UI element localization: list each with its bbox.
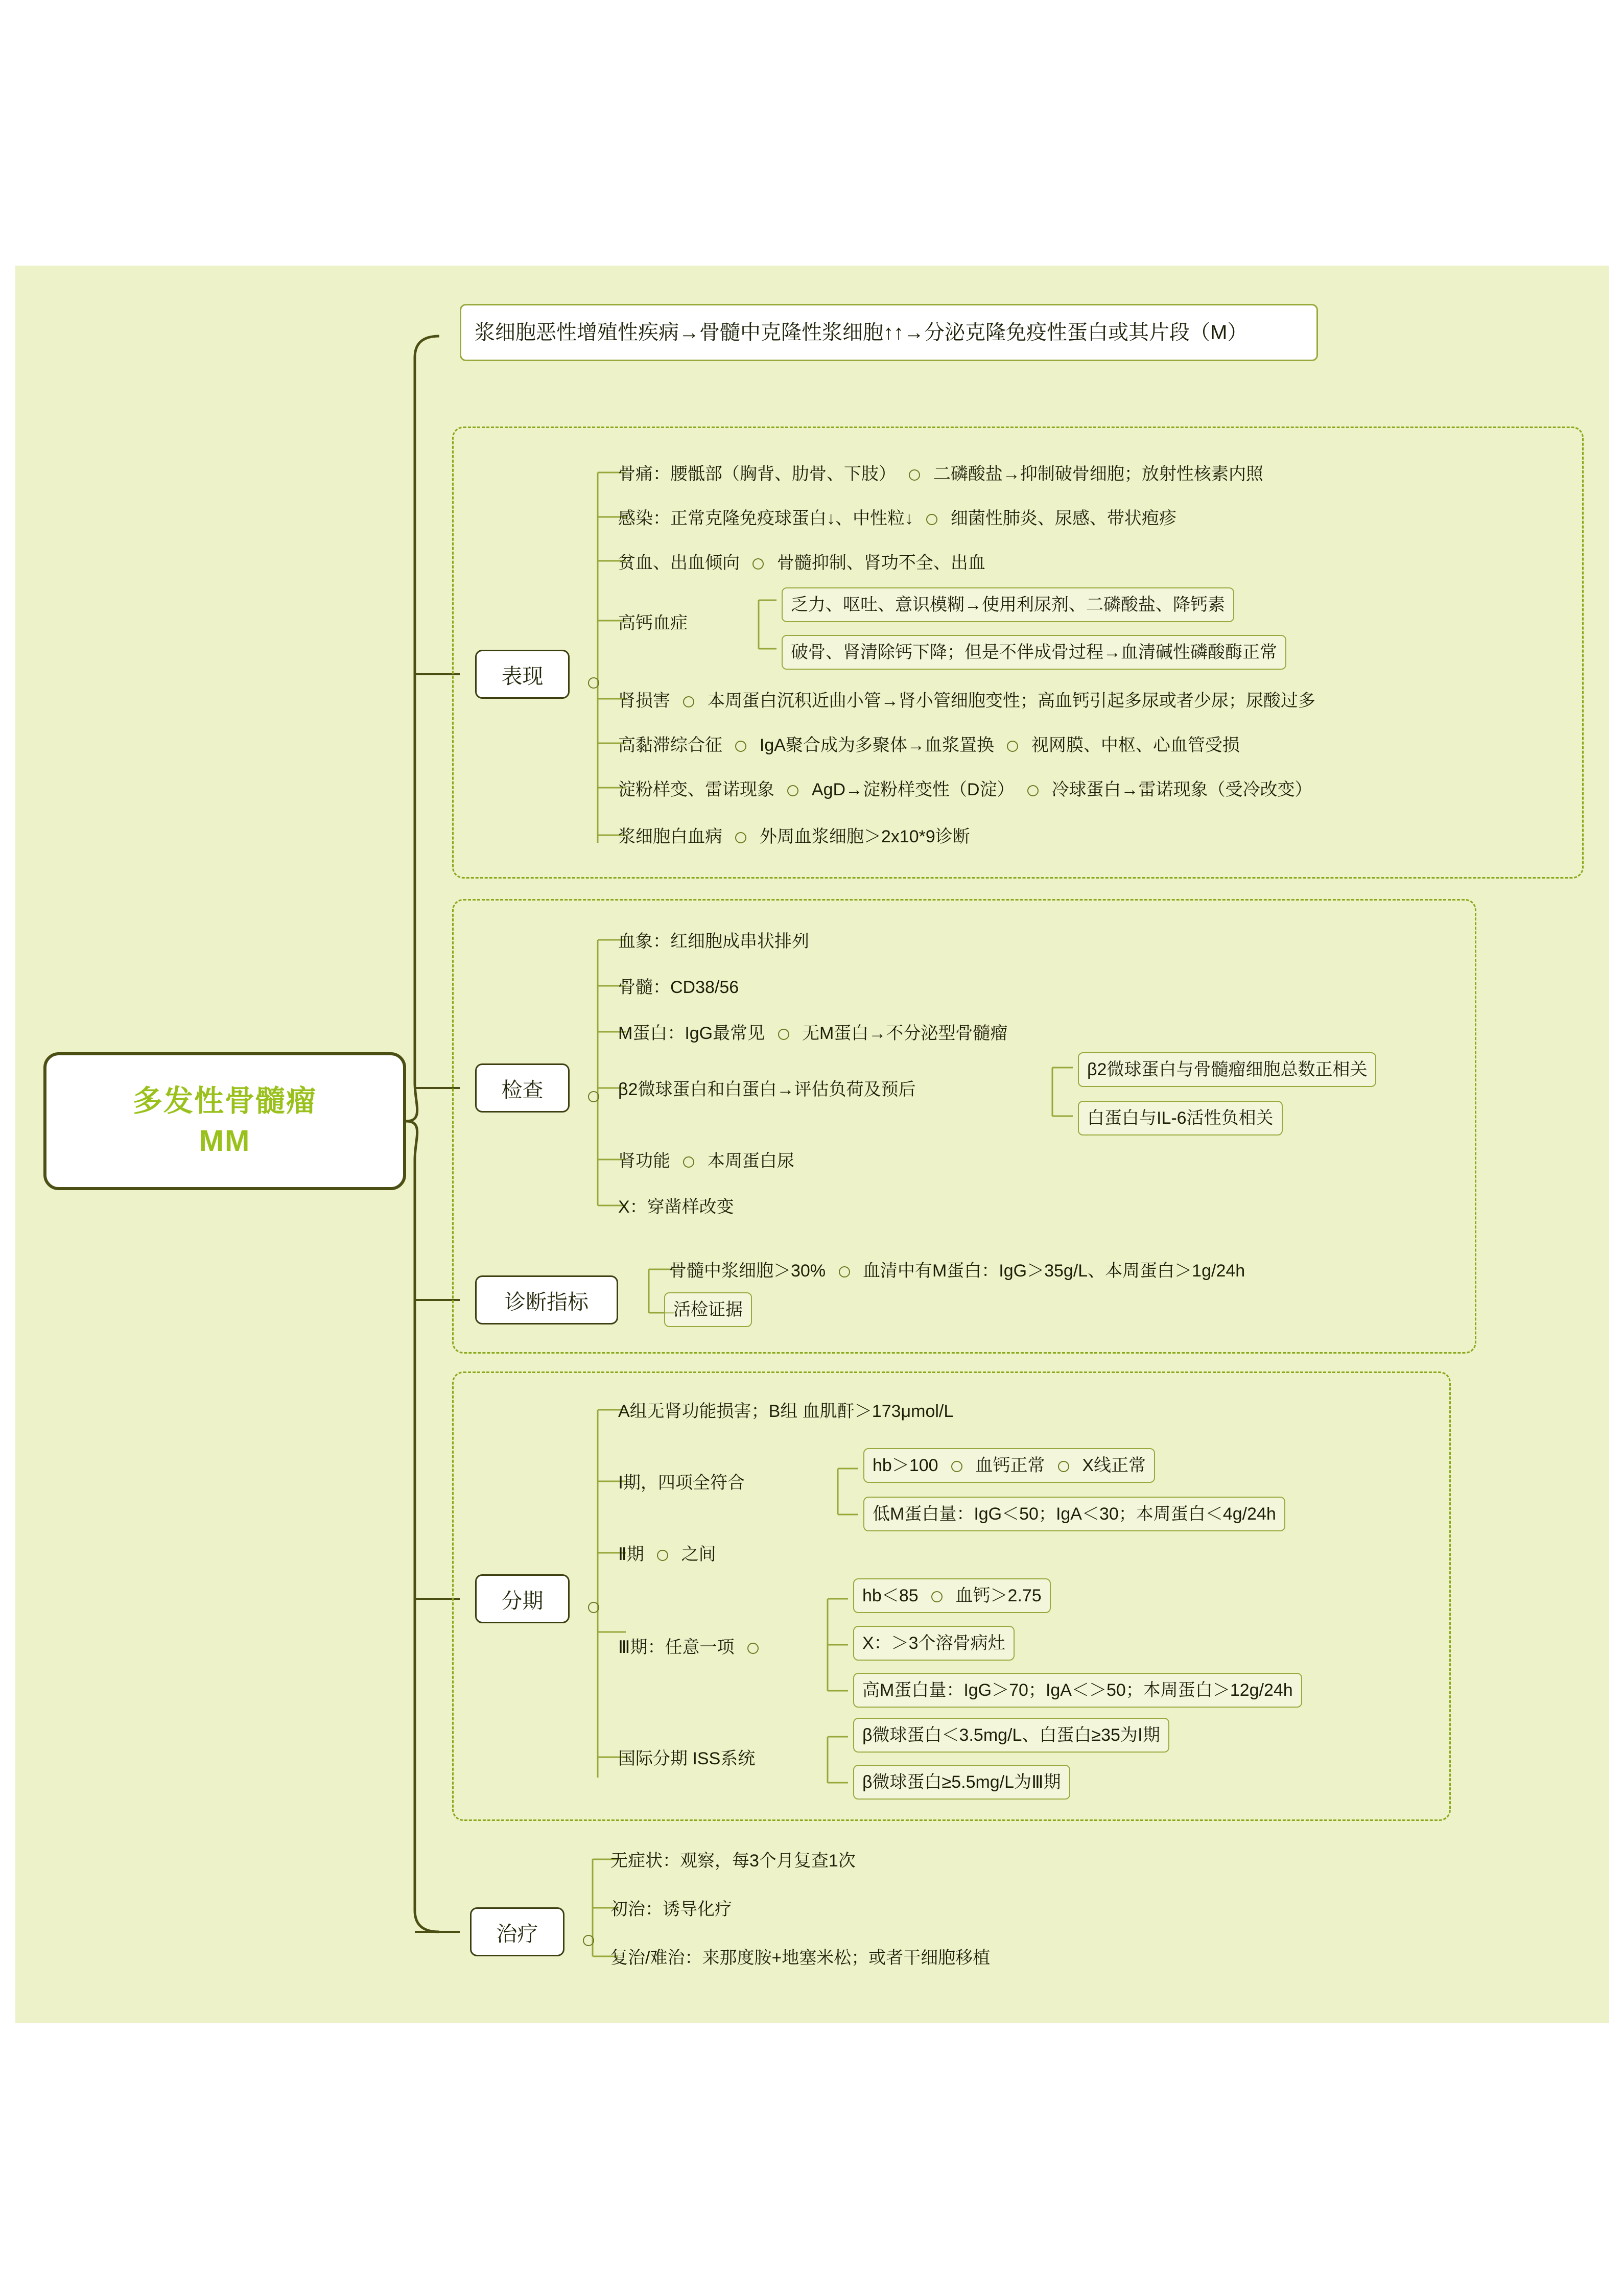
leaf-anemia-detail: 骨髓抑制、肾功不全、出血 bbox=[776, 553, 985, 573]
leaf-anemia-text: 贫血、出血倾向 bbox=[618, 553, 740, 573]
leaf-treat-relapse bbox=[605, 1943, 995, 1973]
connector-dot-icon bbox=[839, 1266, 850, 1277]
leaf-amyloidosis-text: 淀粉样变、雷诺现象 bbox=[618, 780, 774, 799]
leaf-stage-3-sub1-ca: 血钙＞2.75 bbox=[955, 1586, 1042, 1605]
leaf-b2m-albumin-text: β2微球蛋白和白蛋白→评估负荷及预后 bbox=[618, 1080, 916, 1099]
leaf-iss-sub1 bbox=[853, 1718, 1169, 1753]
leaf-amyloidosis bbox=[613, 774, 1317, 805]
leaf-amyloidosis-detail2: 冷球蛋白→雷诺现象（受冷改变） bbox=[1051, 780, 1312, 799]
leaf-treat-relapse-text: 复治/难治：来那度胺+地塞米松；或者干细胞移植 bbox=[610, 1948, 991, 1968]
connector-dot-icon bbox=[683, 1156, 694, 1168]
connector-dot-icon bbox=[931, 1591, 943, 1602]
leaf-diagnostic-2 bbox=[664, 1292, 752, 1327]
leaf-hypercalcemia-sub2-text: 破骨、肾清除钙下降；但是不伴成骨过程→血清碱性磷酸酶正常 bbox=[791, 643, 1277, 662]
leaf-b2m-sub2-text: 白蛋白与IL-6活性负相关 bbox=[1087, 1108, 1274, 1128]
connector-dot-icon bbox=[747, 1643, 759, 1654]
leaf-iss bbox=[613, 1743, 760, 1774]
branch-fenqi[interactable] bbox=[475, 1574, 570, 1623]
leaf-stage-3 bbox=[613, 1632, 772, 1663]
leaf-infection bbox=[613, 503, 1182, 534]
leaf-marrow-text: 骨髓：CD38/56 bbox=[618, 978, 739, 997]
leaf-renal-function bbox=[613, 1146, 799, 1176]
leaf-infection-detail: 细菌性肺炎、尿感、带状疱疹 bbox=[950, 509, 1176, 528]
leaf-hypercalcemia-sub2 bbox=[782, 635, 1286, 670]
leaf-m-protein-detail: 无M蛋白→不分泌型骨髓瘤 bbox=[802, 1024, 1008, 1043]
leaf-stage-3-text: Ⅲ期：任意一项 bbox=[618, 1638, 735, 1657]
leaf-bone-pain bbox=[613, 459, 1268, 489]
branch-zhenduan[interactable] bbox=[475, 1275, 618, 1324]
leaf-hypercalcemia-sub1-text: 乏力、呕吐、意识模糊→使用利尿剂、二磷酸盐、降钙素 bbox=[791, 595, 1225, 614]
connector-dot-icon bbox=[735, 832, 746, 843]
branch-dot-zhiliao bbox=[570, 1924, 607, 1955]
connector-dot-icon bbox=[683, 696, 694, 707]
leaf-stage-3-sub3 bbox=[853, 1673, 1302, 1708]
leaf-plasma-cell-leukemia-text: 浆细胞白血病 bbox=[618, 827, 722, 846]
branch-dot-biaoxian bbox=[575, 667, 613, 697]
leaf-hypercalcemia-sub1 bbox=[782, 587, 1234, 622]
connector-dot-icon bbox=[951, 1461, 962, 1472]
leaf-bone-pain-detail: 二磷酸盐→抑制破骨细胞；放射性核素内照 bbox=[933, 464, 1263, 484]
leaf-b2m-sub2 bbox=[1078, 1101, 1283, 1135]
connector-dot-icon bbox=[735, 741, 746, 752]
leaf-iss-sub2-text: β微球蛋白≥5.5mg/L为Ⅲ期 bbox=[862, 1772, 1061, 1792]
leaf-stage-2-text: Ⅱ期 bbox=[618, 1545, 644, 1564]
leaf-renal-function-detail: 本周蛋白尿 bbox=[707, 1151, 794, 1171]
leaf-hyperviscosity bbox=[613, 730, 1245, 761]
root-title-line1: 多发性骨髓瘤 bbox=[132, 1084, 317, 1118]
leaf-renal-damage-text: 肾损害 bbox=[618, 691, 670, 711]
branch-jiancha[interactable] bbox=[475, 1063, 570, 1113]
leaf-b2m-albumin bbox=[613, 1074, 921, 1105]
branch-zhenduan-label: 诊断指标 bbox=[505, 1290, 589, 1314]
branch-dot-fenqi bbox=[575, 1591, 613, 1622]
leaf-hypercalcemia-text: 高钙血症 bbox=[618, 613, 688, 633]
leaf-b2m-sub1-text: β2微球蛋白与骨髓瘤细胞总数正相关 bbox=[1087, 1060, 1368, 1079]
leaf-stage-3-sub3-text: 高M蛋白量：IgG＞70；IgA＜＞50；本周蛋白＞12g/24h bbox=[862, 1681, 1293, 1700]
leaf-infection-text: 感染：正常克隆免疫球蛋白↓、中性粒↓ bbox=[618, 509, 913, 528]
root-node[interactable] bbox=[43, 1052, 406, 1190]
leaf-stage-ab-text: A组无肾功能损害；B组 血肌酐＞173μmol/L bbox=[618, 1402, 954, 1421]
leaf-iss-sub2 bbox=[853, 1765, 1070, 1800]
leaf-treat-asymptomatic-text: 无症状：观察，每3个月复查1次 bbox=[610, 1851, 856, 1871]
connector-dot-icon bbox=[588, 1602, 599, 1613]
leaf-renal-function-text: 肾功能 bbox=[618, 1151, 670, 1171]
leaf-treat-asymptomatic bbox=[605, 1846, 861, 1876]
leaf-diagnostic-1-text: 骨髓中浆细胞＞30% bbox=[669, 1261, 826, 1281]
branch-biaoxian[interactable] bbox=[475, 650, 570, 699]
connector-dot-icon bbox=[588, 677, 599, 689]
leaf-stage-3-sub1-hb: hb＜85 bbox=[862, 1586, 919, 1605]
leaf-stage-1-text: Ⅰ期，四项全符合 bbox=[618, 1473, 745, 1493]
root-label bbox=[133, 1081, 317, 1162]
leaf-renal-damage-detail: 本周蛋白沉积近曲小管→肾小管细胞变性；高血钙引起多尿或者少尿；尿酸过多 bbox=[707, 691, 1315, 711]
connector-dot-icon bbox=[752, 558, 764, 570]
leaf-stage-3-sub1 bbox=[853, 1578, 1051, 1613]
connector-dot-icon bbox=[583, 1935, 594, 1946]
branch-jiancha-label: 检查 bbox=[501, 1078, 544, 1102]
leaf-blood-picture bbox=[613, 926, 814, 957]
leaf-amyloidosis-detail: AgD→淀粉样变性（D淀） bbox=[811, 780, 1015, 799]
connector-dot-icon bbox=[778, 1029, 789, 1040]
leaf-stage-1-sub1-xray: X线正常 bbox=[1082, 1456, 1146, 1475]
leaf-diagnostic-1 bbox=[664, 1256, 1250, 1286]
leaf-marrow bbox=[613, 972, 744, 1003]
connector-dot-icon bbox=[1007, 741, 1018, 752]
leaf-hyperviscosity-detail2: 视网膜、中枢、心血管受损 bbox=[1031, 736, 1240, 755]
leaf-plasma-cell-leukemia bbox=[613, 821, 975, 852]
leaf-stage-3-sub2-text: X：＞3个溶骨病灶 bbox=[862, 1634, 1005, 1653]
leaf-bone-pain-text: 骨痛：腰骶部（胸背、肋骨、下肢） bbox=[618, 464, 896, 484]
leaf-stage-3-sub2 bbox=[853, 1626, 1015, 1661]
leaf-stage-1-sub2-text: 低M蛋白量：IgG＜50；IgA＜30；本周蛋白＜4g/24h bbox=[873, 1504, 1276, 1524]
leaf-hyperviscosity-detail: IgA聚合成为多聚体→血浆置换 bbox=[759, 736, 994, 755]
top-summary-note: 浆细胞恶性增殖性疾病→骨髓中克隆性浆细胞↑↑→分泌克隆免疫性蛋白或其片段（M） bbox=[460, 304, 1318, 361]
connector-dot-icon bbox=[787, 785, 798, 796]
connector-dot-icon bbox=[1027, 785, 1039, 796]
leaf-blood-picture-text: 血象：红细胞成串状排列 bbox=[618, 932, 809, 951]
leaf-diagnostic-2-text: 活检证据 bbox=[673, 1300, 743, 1319]
connector-dot-icon bbox=[657, 1550, 668, 1561]
leaf-hyperviscosity-text: 高黏滞综合征 bbox=[618, 736, 722, 755]
leaf-stage-1-sub1-hb: hb＞100 bbox=[873, 1456, 938, 1475]
leaf-treat-initial-text: 初治：诱导化疗 bbox=[610, 1900, 732, 1919]
leaf-stage-ab bbox=[613, 1396, 958, 1427]
leaf-m-protein-text: M蛋白：IgG最常见 bbox=[618, 1024, 765, 1043]
branch-zhiliao[interactable] bbox=[470, 1907, 564, 1956]
connector-dot-icon bbox=[909, 469, 920, 481]
leaf-stage-2 bbox=[613, 1539, 721, 1570]
branch-biaoxian-label: 表现 bbox=[501, 664, 544, 688]
leaf-xray-text: X：穿凿样改变 bbox=[618, 1197, 734, 1217]
leaf-renal-damage bbox=[613, 685, 1321, 716]
leaf-stage-1-sub1 bbox=[863, 1448, 1155, 1483]
leaf-plasma-cell-leukemia-detail: 外周血浆细胞＞2x10*9诊断 bbox=[759, 827, 970, 846]
leaf-m-protein bbox=[613, 1018, 1013, 1049]
leaf-iss-text: 国际分期 ISS系统 bbox=[618, 1749, 756, 1768]
leaf-anemia bbox=[613, 548, 991, 578]
leaf-stage-1-sub2 bbox=[863, 1497, 1285, 1531]
root-title-line2: MM bbox=[199, 1124, 251, 1157]
connector-dot-icon bbox=[1058, 1461, 1069, 1472]
connector-dot-icon bbox=[588, 1091, 599, 1102]
branch-fenqi-label: 分期 bbox=[501, 1589, 544, 1613]
leaf-xray bbox=[613, 1192, 739, 1222]
branch-dot-jiancha bbox=[575, 1080, 613, 1111]
leaf-stage-1 bbox=[613, 1468, 750, 1498]
leaf-b2m-sub1 bbox=[1078, 1052, 1376, 1087]
leaf-stage-1-sub1-ca: 血钙正常 bbox=[975, 1456, 1045, 1475]
connector-dot-icon bbox=[926, 514, 937, 525]
leaf-stage-2-detail: 之间 bbox=[681, 1545, 716, 1564]
leaf-hypercalcemia bbox=[613, 608, 693, 638]
branch-zhiliao-label: 治疗 bbox=[496, 1922, 538, 1946]
leaf-treat-initial bbox=[605, 1894, 737, 1925]
leaf-diagnostic-1-detail: 血清中有M蛋白：IgG＞35g/L、本周蛋白＞1g/24h bbox=[862, 1261, 1245, 1281]
leaf-iss-sub1-text: β微球蛋白＜3.5mg/L、白蛋白≥35为Ⅰ期 bbox=[862, 1725, 1160, 1745]
